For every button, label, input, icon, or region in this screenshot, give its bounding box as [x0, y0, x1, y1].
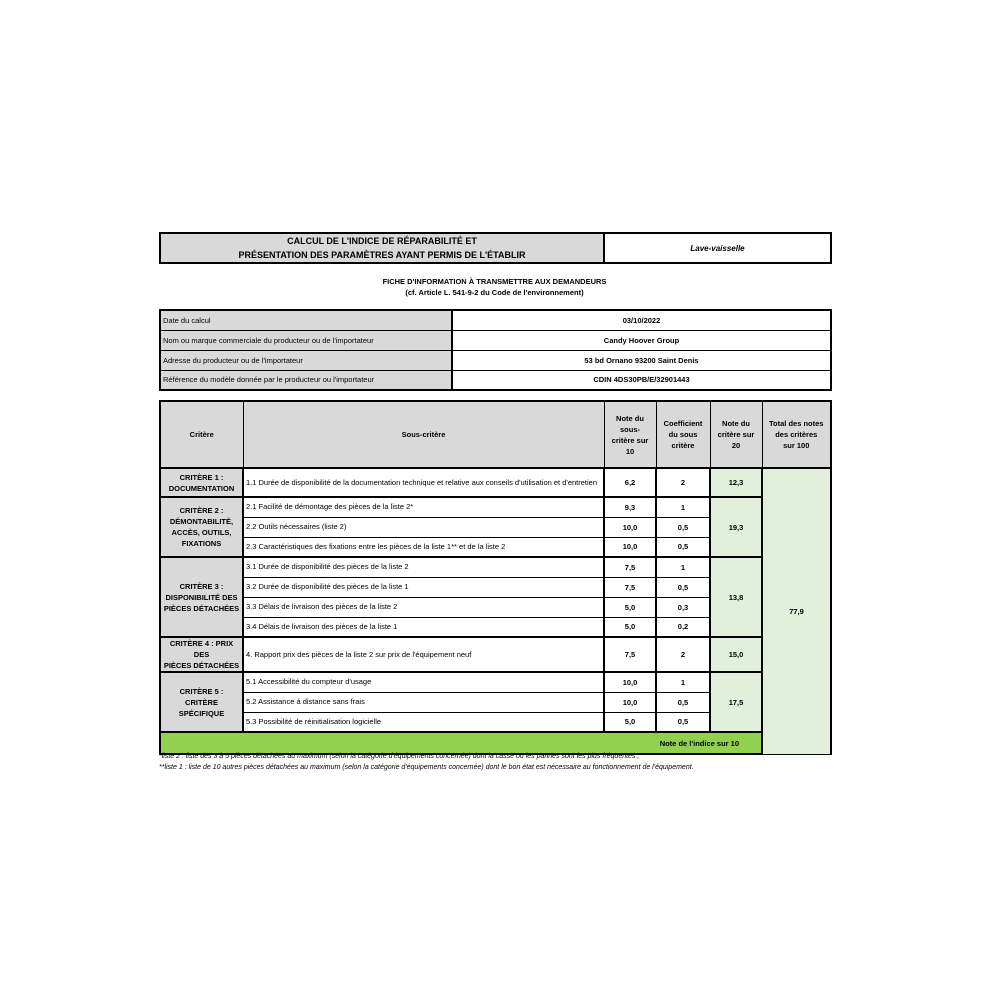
subtitle-line-2: (cf. Article L. 541-9-2 du Code de l'environnement) — [405, 288, 584, 297]
header-sous-critere: Sous-critère — [243, 401, 604, 468]
sub-criterion: 3.4 Délais de livraison des pièces de la liste 1 — [243, 617, 604, 637]
sub-criterion-note: 5,0 — [604, 597, 656, 617]
sub-criterion-note: 7,5 — [604, 637, 656, 672]
score-table — [159, 400, 832, 755]
table-row — [160, 497, 831, 517]
info-label: Adresse du producteur ou de l'importateur — [160, 350, 452, 370]
subtitle-line-1: FICHE D'INFORMATION À TRANSMETTRE AUX DEMANDEURS — [382, 277, 607, 286]
sub-criterion-coef: 1 — [656, 497, 710, 517]
criterion-note20: 17,5 — [710, 672, 762, 732]
info-value: 03/10/2022 — [452, 310, 831, 330]
sub-criterion-coef: 2 — [656, 637, 710, 672]
document-title — [160, 233, 604, 263]
sub-criterion-coef: 0,5 — [656, 577, 710, 597]
info-value: 53 bd Ornano 93200 Saint Denis — [452, 350, 831, 370]
subtitle — [159, 276, 830, 298]
table-row — [160, 672, 831, 692]
sub-criterion-coef: 0,5 — [656, 517, 710, 537]
criterion-label-line: DISPONIBILITÉ DES — [165, 592, 238, 602]
sub-criterion-coef: 0,5 — [656, 537, 710, 557]
info-row-reference — [160, 370, 831, 390]
product-category: Lave-vaisselle — [604, 233, 831, 263]
header-critere: Critère — [160, 401, 243, 468]
sub-criterion: 4. Rapport prix des pièces de la liste 2 sur prix de l'équipement neuf — [243, 637, 604, 672]
header-note-sous-critere — [604, 401, 656, 468]
table-row — [160, 557, 831, 577]
sub-criterion-note: 10,0 — [604, 692, 656, 712]
sub-criterion: 3.3 Délais de livraison des pièces de la liste 2 — [243, 597, 604, 617]
sub-criterion-note: 10,0 — [604, 517, 656, 537]
footnote-liste-1: **liste 1 : liste de 10 autres pièces détachées au maximum (selon la catégorie d'équipements concernée) dont le bon état est nécessaire au fonctionnement de l'équipement. — [159, 764, 694, 771]
criterion-note20: 13,8 — [710, 557, 762, 637]
info-value: Candy Hoover Group — [452, 330, 831, 350]
header-coefficient — [656, 401, 710, 468]
info-table — [159, 309, 832, 391]
criterion-label-line: PIÈCES DÉTACHÉES — [163, 603, 240, 613]
sub-criterion-note: 5,0 — [604, 712, 656, 732]
info-row-date — [160, 310, 831, 330]
sub-criterion: 2.1 Facilité de démontage des pièces de la liste 2* — [243, 497, 604, 517]
header-line: des critères — [775, 430, 818, 439]
criterion-note20: 19,3 — [710, 497, 762, 557]
criterion-note20: 12,3 — [710, 468, 762, 497]
final-score-label: Note de l'indice sur 10 — [160, 732, 762, 754]
header-line: sur 100 — [783, 441, 810, 450]
sub-criterion-note: 7,5 — [604, 577, 656, 597]
sub-criterion-coef: 0,5 — [656, 712, 710, 732]
sub-criterion-note: 9,3 — [604, 497, 656, 517]
info-label: Nom ou marque commerciale du producteur ou de l'importateur — [160, 330, 452, 350]
criterion-label-line: CRITÈRE 4 : PRIX DES — [169, 639, 234, 659]
total-score-100: 77,9 — [762, 468, 831, 754]
header-line: critère — [671, 441, 695, 450]
sub-criterion: 1.1 Durée de disponibilité de la documentation technique et relative aux conseils d'utilisation et d'entretien — [243, 468, 604, 497]
header-line: Note du sous- — [616, 413, 644, 434]
header-total — [762, 401, 831, 468]
info-label: Date du calcul — [160, 310, 452, 330]
header-note-critere — [710, 401, 762, 468]
header-line: du sous — [668, 430, 698, 439]
criterion-note20: 15,0 — [710, 637, 762, 672]
sub-criterion: 5.2 Assistance à distance sans frais — [243, 692, 604, 712]
criterion-label — [160, 637, 243, 672]
sub-criterion: 2.3 Caractéristiques des fixations entre les pièces de la liste 1** et de la liste 2 — [243, 537, 604, 557]
sub-criterion: 3.1 Durée de disponibilité des pièces de la liste 2 — [243, 557, 604, 577]
sub-criterion: 5.3 Possibilité de réinitialisation logicielle — [243, 712, 604, 732]
sub-criterion-note: 6,2 — [604, 468, 656, 497]
header-box — [159, 232, 832, 264]
criterion-label — [160, 672, 243, 732]
header-line: Note du — [722, 419, 750, 428]
sub-criterion-coef: 1 — [656, 557, 710, 577]
criterion-label-line: ACCÈS, OUTILS, — [171, 528, 232, 537]
footnote-liste-2: *liste 2 : liste des 3 à 5 pièces détachées au maximum (selon la catégorie d'équipements concernée) dont la casse ou les pannes sont les plus fréquentes ; — [159, 753, 640, 760]
header-line: Coefficient — [663, 419, 703, 428]
criterion-label — [160, 468, 243, 497]
sub-criterion: 3.2 Durée de disponibilité des pièces de la liste 1 — [243, 577, 604, 597]
sub-criterion-coef: 0,2 — [656, 617, 710, 637]
criterion-label-line: CRITÈRE 1 : — [179, 472, 224, 482]
table-header-row — [160, 401, 831, 468]
info-label: Référence du modèle donnée par le producteur ou l'importateur — [160, 370, 452, 390]
sub-criterion-coef: 2 — [656, 468, 710, 497]
title-line-2: PRÉSENTATION DES PARAMÈTRES AYANT PERMIS DE L'ÉTABLIR — [238, 250, 526, 260]
sub-criterion-note: 10,0 — [604, 537, 656, 557]
info-row-brand — [160, 330, 831, 350]
criterion-label-line: SPÉCIFIQUE — [178, 708, 225, 718]
info-row-address — [160, 350, 831, 370]
sub-criterion: 5.1 Accessibilité du compteur d'usage — [243, 672, 604, 692]
criterion-label — [160, 557, 243, 637]
criterion-label-line: DOCUMENTATION — [168, 483, 235, 493]
info-value: CDIN 4DS30PB/E/32901443 — [452, 370, 831, 390]
sub-criterion-note: 10,0 — [604, 672, 656, 692]
sub-criterion-coef: 1 — [656, 672, 710, 692]
criterion-label — [160, 497, 243, 557]
criterion-label-line: CRITÈRE 3 : — [179, 581, 224, 591]
criterion-label-line: DÉMONTABILITÉ, — [169, 517, 234, 526]
sub-criterion-note: 5,0 — [604, 617, 656, 637]
header-line: critère sur 20 — [717, 430, 755, 450]
criterion-label-line: CRITÈRE 2 : — [179, 506, 224, 515]
sub-criterion-note: 7,5 — [604, 557, 656, 577]
sub-criterion-coef: 0,5 — [656, 692, 710, 712]
table-row — [160, 637, 831, 672]
header-line: Total des notes — [769, 419, 824, 428]
criterion-label-line: FIXATIONS — [181, 539, 222, 548]
table-row — [160, 468, 831, 497]
sub-criterion-coef: 0,3 — [656, 597, 710, 617]
sub-criterion: 2.2 Outils nécessaires (liste 2) — [243, 517, 604, 537]
criterion-label-line: PIÈCES DÉTACHÉES — [163, 661, 240, 670]
title-line-1: CALCUL DE L'INDICE DE RÉPARABILITÉ ET — [287, 236, 477, 246]
header-line: critère sur 10 — [611, 435, 649, 456]
criterion-label-line: CRITÈRE 5 : CRITÈRE — [179, 686, 224, 707]
